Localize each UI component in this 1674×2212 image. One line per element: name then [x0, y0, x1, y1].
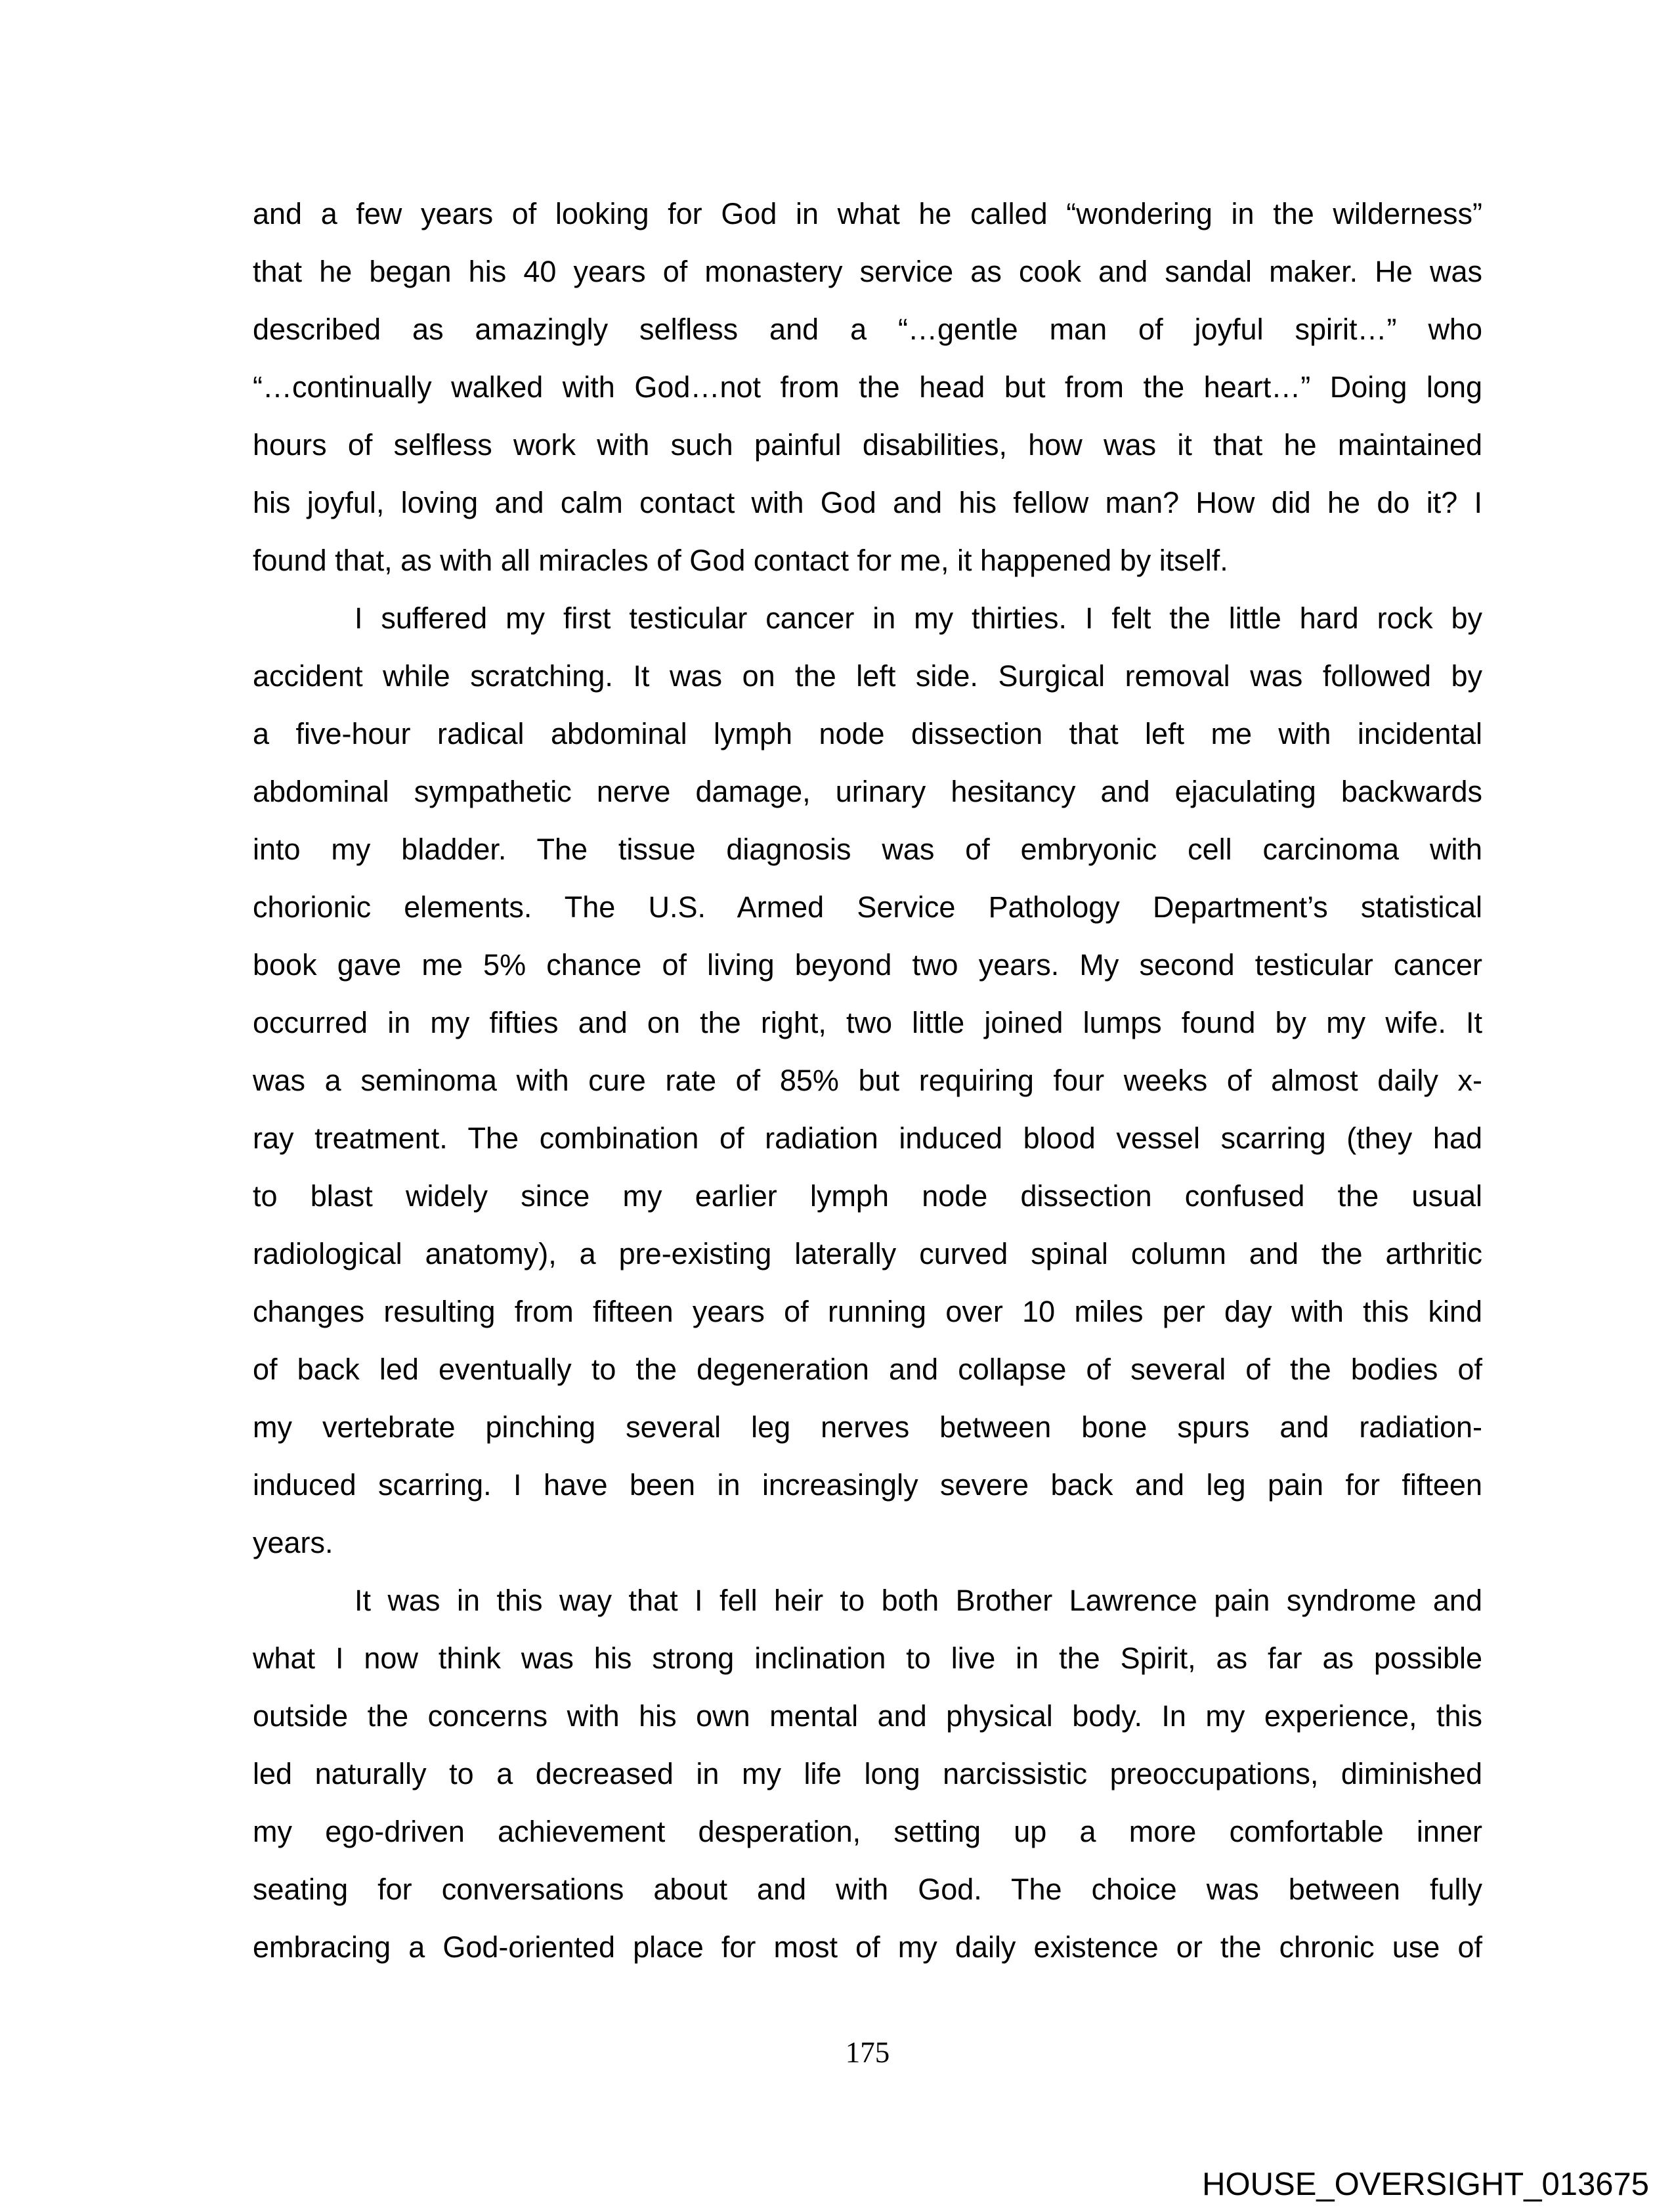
- text-line: occurred in my fifties and on the right, two little joined lumps found by my wife. It: [253, 1006, 1482, 1039]
- text-line: and a few years of looking for God in what he called “wondering in the wilderness”: [253, 197, 1482, 230]
- text-line: hours of selfless work with such painful disabilities, how was it that he maintained: [253, 428, 1482, 462]
- text-line: “…continually walked with God…not from the head but from the heart…” Doing long: [253, 370, 1482, 404]
- text-line: of back led eventually to the degeneration and collapse of several of the bodies of: [253, 1353, 1482, 1386]
- text-line: described as amazingly selfless and a “…gentle man of joyful spirit…” who: [253, 313, 1482, 346]
- text-line: seating for conversations about and with God. The choice was between fully: [253, 1873, 1482, 1906]
- text-line: I suffered my first testicular cancer in my thirties. I felt the little hard rock by: [354, 601, 1482, 635]
- text-line: accident while scratching. It was on the left side. Surgical removal was followed by: [253, 659, 1482, 693]
- text-line: was a seminoma with cure rate of 85% but requiring four weeks of almost daily x-: [253, 1064, 1482, 1097]
- text-line: chorionic elements. The U.S. Armed Service Pathology Department’s statistical: [253, 890, 1482, 924]
- text-line: outside the concerns with his own mental and physical body. In my experience, this: [253, 1699, 1482, 1733]
- text-line: ray treatment. The combination of radiation induced blood vessel scarring (they had: [253, 1121, 1482, 1155]
- text-line: my vertebrate pinching several leg nerves between bone spurs and radiation-: [253, 1410, 1482, 1444]
- text-line: that he began his 40 years of monastery service as cook and sandal maker. He was: [253, 255, 1482, 288]
- text-line: abdominal sympathetic nerve damage, urinary hesitancy and ejaculating backwards: [253, 775, 1482, 808]
- text-line: years.: [253, 1526, 333, 1559]
- bates-number: HOUSE_OVERSIGHT_013675: [1202, 2167, 1649, 2202]
- page-number: 175: [845, 2036, 890, 2069]
- document-text: [253, 185, 1482, 1976]
- text-line: found that, as with all miracles of God contact for me, it happened by itself.: [253, 544, 1228, 577]
- text-line: a five-hour radical abdominal lymph node dissection that left me with incidental: [253, 717, 1482, 750]
- text-line: into my bladder. The tissue diagnosis was of embryonic cell carcinoma with: [253, 833, 1482, 866]
- text-line: to blast widely since my earlier lymph node dissection confused the usual: [253, 1179, 1482, 1213]
- text-line: induced scarring. I have been in increasingly severe back and leg pain for fifteen: [253, 1468, 1482, 1502]
- text-line: what I now think was his strong inclination to live in the Spirit, as far as possible: [253, 1641, 1482, 1675]
- text-line: It was in this way that I fell heir to both Brother Lawrence pain syndrome and: [354, 1584, 1482, 1617]
- text-line: embracing a God-oriented place for most of my daily existence or the chronic use of: [253, 1930, 1482, 1964]
- text-line: radiological anatomy), a pre-existing laterally curved spinal column and the arthritic: [253, 1237, 1482, 1270]
- text-line: changes resulting from fifteen years of running over 10 miles per day with this kind: [253, 1295, 1482, 1328]
- text-line: his joyful, loving and calm contact with God and his fellow man? How did he do it? I: [253, 486, 1482, 519]
- text-line: my ego-driven achievement desperation, setting up a more comfortable inner: [253, 1815, 1482, 1848]
- text-line: book gave me 5% chance of living beyond two years. My second testicular cancer: [253, 948, 1482, 982]
- text-line: led naturally to a decreased in my life long narcissistic preoccupations, diminished: [253, 1757, 1482, 1790]
